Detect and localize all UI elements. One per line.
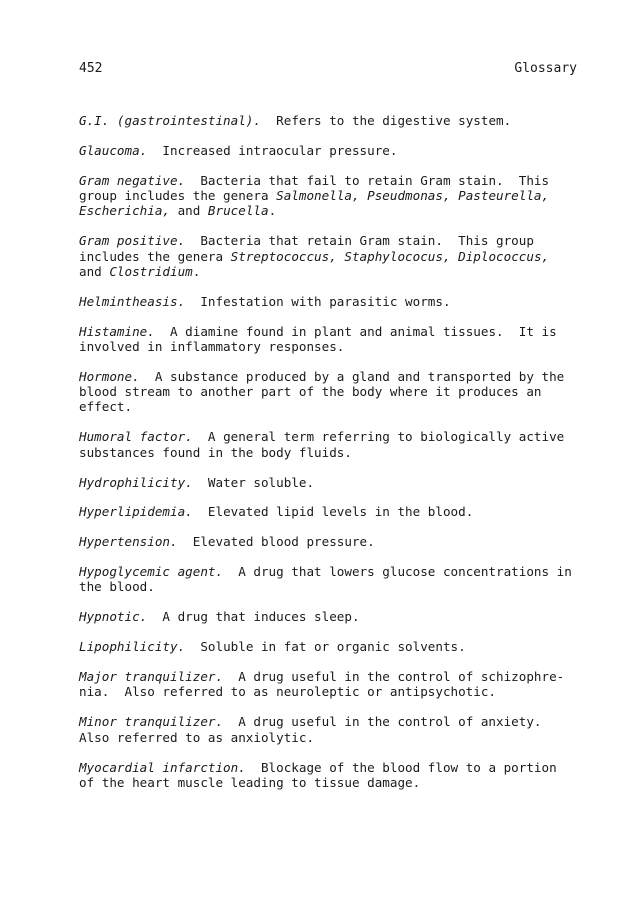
definition-text: Bacteria that retain Gram stain. This group bbox=[185, 233, 534, 249]
definition-text: nia. Also referred to as neuroleptic or antipsychotic. bbox=[79, 684, 497, 700]
entry-line bbox=[79, 579, 579, 594]
entry-line bbox=[79, 609, 579, 624]
definition-text: involved in inflammatory responses. bbox=[79, 338, 345, 354]
entry-line bbox=[79, 639, 579, 654]
glossary-entry bbox=[79, 233, 579, 279]
italic-taxon: Clostridium bbox=[109, 263, 193, 279]
italic-taxon: Escherichia, bbox=[79, 203, 170, 219]
entry-line bbox=[79, 760, 579, 775]
entry-line bbox=[79, 384, 579, 399]
glossary-term: Hypertension. bbox=[79, 534, 178, 550]
definition-text: the blood. bbox=[79, 579, 155, 595]
glossary-term: Glaucoma. bbox=[79, 142, 148, 158]
entry-line bbox=[79, 143, 579, 158]
definition-text: Bacteria that fail to retain Gram stain. This bbox=[185, 172, 550, 188]
entry-line bbox=[79, 534, 579, 549]
glossary-entry bbox=[79, 534, 579, 549]
glossary-term: Lipophilicity. bbox=[79, 639, 186, 655]
glossary-entries bbox=[79, 113, 579, 805]
glossary-entry bbox=[79, 639, 579, 654]
entry-line bbox=[79, 294, 579, 309]
definition-text: includes the genera bbox=[79, 248, 231, 264]
glossary-entry bbox=[79, 173, 579, 219]
definition-text: Blockage of the blood flow to a portion bbox=[245, 759, 557, 775]
definition-text: A general term referring to biologically active bbox=[192, 429, 565, 445]
running-title: Glossary bbox=[514, 61, 577, 76]
glossary-term: Histamine. bbox=[79, 323, 155, 339]
entry-line bbox=[79, 475, 579, 490]
italic-taxon: Salmonella, Pseudmonas, Pasteurella, bbox=[276, 188, 550, 204]
glossary-entry bbox=[79, 143, 579, 158]
definition-text: Refers to the digestive system. bbox=[260, 113, 512, 128]
glossary-entry bbox=[79, 564, 579, 595]
entry-line bbox=[79, 429, 579, 444]
definition-text: Increased intraocular pressure. bbox=[147, 142, 398, 158]
entry-line bbox=[79, 714, 579, 729]
definition-text: A substance produced by a gland and transported by the bbox=[139, 368, 565, 384]
entry-line bbox=[79, 264, 579, 279]
definition-text: A drug that lowers glucose concentrations in bbox=[223, 564, 572, 580]
glossary-entry bbox=[79, 113, 579, 128]
glossary-entry bbox=[79, 369, 579, 415]
entry-line bbox=[79, 669, 579, 684]
definition-text: and bbox=[79, 263, 110, 279]
glossary-entry bbox=[79, 714, 579, 745]
entry-line bbox=[79, 188, 579, 203]
entry-line bbox=[79, 233, 579, 248]
entry-line bbox=[79, 564, 579, 579]
glossary-term: Major tranquilizer. bbox=[79, 669, 224, 685]
entry-line bbox=[79, 173, 579, 188]
glossary-entry bbox=[79, 475, 579, 490]
glossary-term: Humoral factor. bbox=[79, 429, 193, 445]
glossary-term: Hyperlipidemia. bbox=[79, 504, 193, 520]
definition-text: A drug that induces sleep. bbox=[147, 609, 360, 625]
glossary-entry bbox=[79, 294, 579, 309]
glossary-term: Gram negative. bbox=[79, 172, 186, 188]
glossary-term: Gram positive. bbox=[79, 233, 186, 249]
glossary-term: Myocardial infarction. bbox=[79, 759, 246, 775]
glossary-term: Hypnotic. bbox=[79, 609, 148, 625]
glossary-entry bbox=[79, 429, 579, 460]
entry-line bbox=[79, 369, 579, 384]
glossary-term: Helmintheasis. bbox=[79, 293, 186, 309]
entry-line bbox=[79, 504, 579, 519]
definition-text: Soluble in fat or organic solvents. bbox=[185, 639, 466, 655]
definition-text: Also referred to as anxiolytic. bbox=[79, 729, 315, 745]
glossary-term: G.I. (gastrointestinal). bbox=[79, 113, 261, 128]
definition-text: effect. bbox=[79, 399, 133, 415]
entry-line bbox=[79, 445, 579, 460]
entry-line bbox=[79, 339, 579, 354]
italic-taxon: Streptococcus, Staphylococus, Diplococcus, bbox=[230, 248, 550, 264]
definition-text: A diamine found in plant and animal tissues. It is bbox=[154, 323, 557, 339]
glossary-term: Hypoglycemic agent. bbox=[79, 564, 224, 580]
definition-text: substances found in the body fluids. bbox=[79, 444, 352, 460]
glossary-entry bbox=[79, 669, 579, 700]
definition-text: and bbox=[170, 203, 208, 219]
glossary-entry bbox=[79, 324, 579, 355]
definition-text: . bbox=[192, 263, 201, 279]
definition-text: of the heart muscle leading to tissue damage. bbox=[79, 774, 421, 790]
glossary-entry bbox=[79, 609, 579, 624]
entry-line bbox=[79, 249, 579, 264]
definition-text: Water soluble. bbox=[192, 474, 315, 490]
entry-line bbox=[79, 324, 579, 339]
definition-text: Infestation with parasitic worms. bbox=[185, 293, 451, 309]
glossary-term: Hormone. bbox=[79, 368, 140, 384]
entry-line bbox=[79, 730, 579, 745]
page-number: 452 bbox=[79, 61, 103, 76]
glossary-term: Minor tranquilizer. bbox=[79, 714, 224, 730]
definition-text: Elevated blood pressure. bbox=[177, 534, 375, 550]
glossary-term: Hydrophilicity. bbox=[79, 474, 193, 490]
definition-text: A drug useful in the control of schizophre- bbox=[223, 669, 565, 685]
definition-text: A drug useful in the control of anxiety. bbox=[223, 714, 542, 730]
entry-line bbox=[79, 775, 579, 790]
entry-line bbox=[79, 399, 579, 414]
definition-text: blood stream to another part of the body where it produces an bbox=[79, 384, 542, 400]
glossary-entry bbox=[79, 760, 579, 791]
entry-line bbox=[79, 684, 579, 699]
glossary-entry bbox=[79, 504, 579, 519]
definition-text: . bbox=[268, 203, 277, 219]
definition-text: group includes the genera bbox=[79, 188, 277, 204]
italic-taxon: Brucella bbox=[207, 203, 269, 219]
page-header bbox=[79, 60, 577, 78]
definition-text: Elevated lipid levels in the blood. bbox=[192, 504, 474, 520]
entry-line bbox=[79, 113, 579, 128]
entry-line bbox=[79, 203, 579, 218]
